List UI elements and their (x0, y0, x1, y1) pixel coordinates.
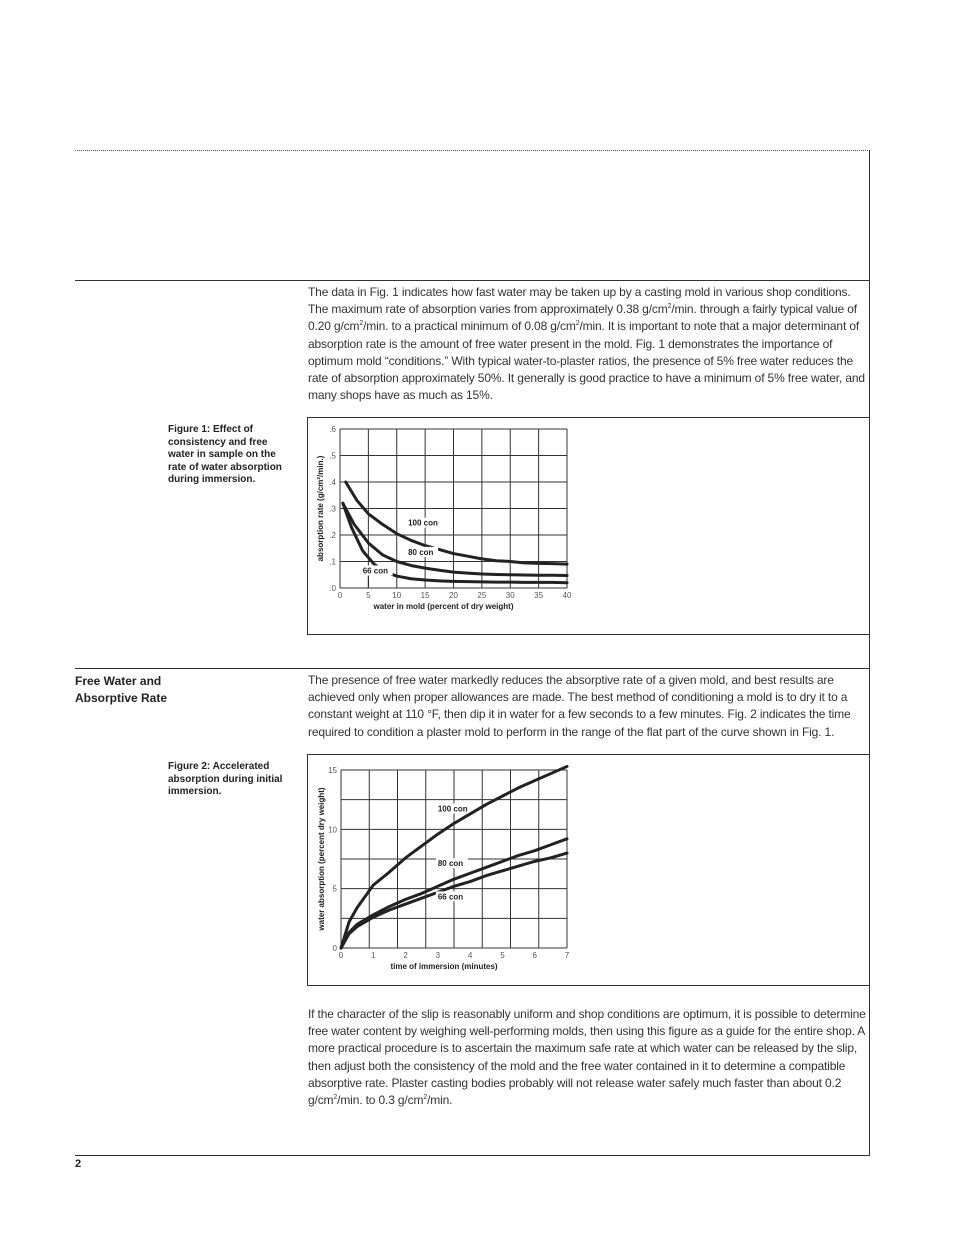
x-tick-label: 3 (435, 951, 441, 960)
y-tick-label: 10 (328, 825, 337, 835)
intro-paragraph: The data in Fig. 1 indicates how fast water may be taken up by a casting mold in various shop conditions. The maximum rate of absorption varies from approximately 0.38 $g/cm^2/\min$. through a fairly typical value of 0.20 $g/cm^2/\min$. to a practical minimum of 0.08 $g/cm^2/\min$. It is important to note that a major determinant of absorption rate is the amount of free water present in the mold. Fig. 1 demonstrates the importance of optimum mold “conditions.” With typical water-to-plaster ratios, the presence of 5% free water reduces the rate of absorption approximately 50%. It generally is good practice to have a minimum of 5% free water, and many shops have as much as 15%. (308, 285, 865, 403)
y-axis-label: absorption rate (g/cm²/min.) (316, 455, 325, 562)
x-tick-label: 35 (534, 591, 544, 600)
x-tick-label: 7 (564, 951, 570, 960)
series-label: 66 con (362, 566, 389, 576)
y-tick-label: .4 (329, 478, 336, 487)
series-label: 80 con (408, 547, 434, 557)
figure2-bottom-rule (307, 985, 870, 986)
x-tick-label: 25 (477, 591, 487, 600)
page-number: 2 (75, 1158, 82, 1170)
right-border-rule (869, 150, 870, 1155)
y-tick-label: .3 (329, 504, 336, 514)
top-dotted-rule (75, 150, 870, 151)
y-tick-label: 0 (332, 944, 337, 953)
y-tick-label: 15 (328, 766, 337, 775)
x-tick-label: 2 (403, 951, 408, 960)
series-label: 66 con (437, 892, 464, 902)
y-tick-label: 5 (332, 884, 337, 894)
y-tick-label: .1 (329, 557, 336, 567)
figure1-bottom-rule (307, 634, 870, 635)
x-tick-label: 0 (337, 591, 343, 600)
x-tick-label: 10 (392, 591, 402, 600)
y-axis-label: water absorption (percent dry weight) (317, 787, 326, 931)
x-tick-label: 5 (500, 951, 505, 960)
x-tick-label: 20 (449, 591, 458, 600)
x-tick-label: 4 (467, 951, 473, 960)
free-water-paragraph: The presence of free water markedly reduces the absorptive rate of a given mold, and best results are achieved only when proper allowances are made. The best method of conditioning a mold is to dry it to a constant weight at 110 °F, then dip it in water for a few seconds to a few minutes. Fig. 2 indicates the time required to condition a plaster mold to perform in the range of the flat part of the curve shown in Fig. 1. (308, 673, 851, 739)
x-tick-label: 30 (505, 591, 515, 600)
bottom-rule (75, 1155, 870, 1156)
figure2-top-rule (307, 754, 870, 755)
section-rule-2 (75, 668, 870, 669)
x-tick-label: 0 (338, 951, 344, 960)
y-tick-label: .5 (329, 451, 336, 461)
section-rule-1 (75, 280, 870, 281)
x-axis-label: time of immersion (minutes) (390, 962, 498, 971)
y-tick-label: .6 (329, 425, 336, 434)
figure2-chart (310, 762, 590, 977)
figure1-left-rule (307, 417, 308, 634)
x-tick-label: 5 (366, 591, 371, 600)
x-tick-label: 1 (371, 951, 376, 960)
figure1-caption: Figure 1: Effect of consistency and free water in sample on the rate of water absorption during immersion. (168, 424, 282, 486)
series-label: 100 con (408, 518, 438, 528)
closing-paragraph: If the character of the slip is reasonably uniform and shop conditions are optimum, it is possible to determine free water content by weighing well-performing molds, then using this figure as a guide for the entire shop. A more practical procedure is to ascertain the maximum safe rate at which water can be released by the slip, then adjust both the consistency of the mold and the free water contained in it to determine a compatible absorptive rate. Plaster casting bodies probably will not release water safely much faster than about 0.2 $g/cm^2/\min$. to 0.3 $g/cm^2/\min$. (308, 1007, 866, 1108)
series-label: 80 con (437, 859, 464, 869)
x-tick-label: 15 (420, 591, 430, 600)
series-label: 100 con (437, 804, 468, 814)
figure1-chart (310, 422, 590, 622)
y-tick-label: .2 (329, 531, 336, 540)
y-tick-label: .0 (329, 584, 336, 593)
section-heading: Free Water and Absorptive Rate (75, 674, 168, 705)
figure1-top-rule (307, 417, 870, 418)
figure2-left-rule (307, 754, 308, 985)
figure2-caption: Figure 2: Accelerated absorption during initial immersion. (168, 761, 283, 798)
x-tick-label: 40 (562, 591, 572, 600)
x-axis-label: water in mold (percent of dry weight) (373, 602, 514, 611)
x-tick-label: 6 (532, 951, 537, 960)
